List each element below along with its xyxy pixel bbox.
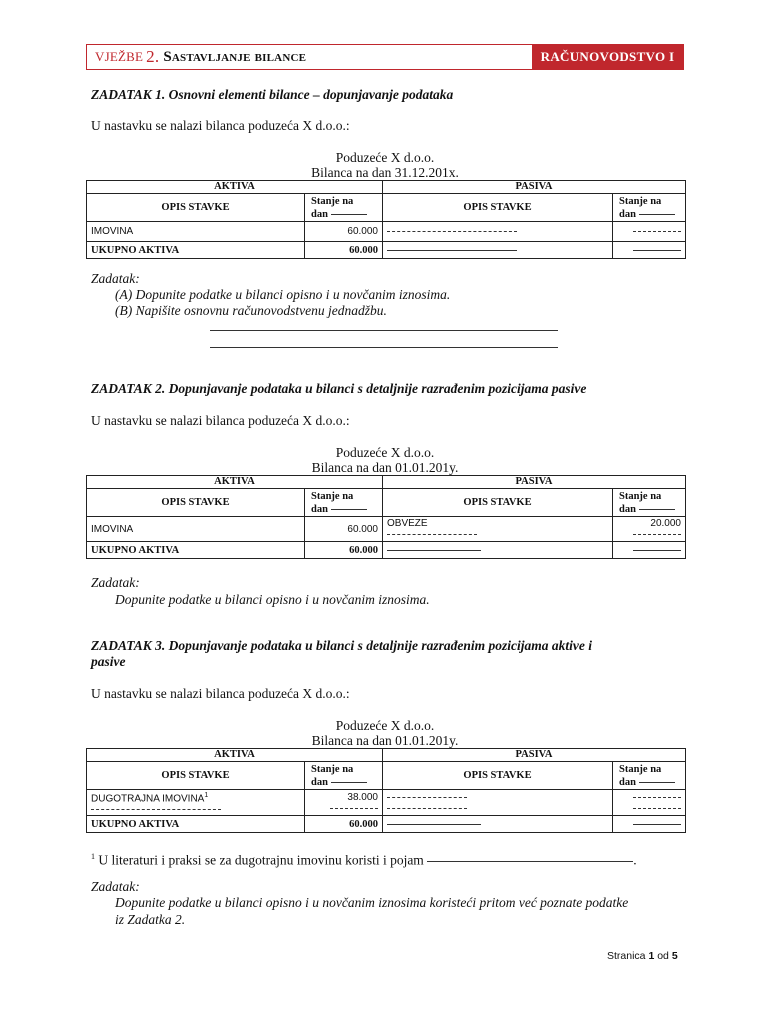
task1-heading: ZADATAK 1. Osnovni elementi bilance – dopunjavanje podataka	[91, 87, 454, 102]
pasiva-header: PASIVA	[383, 181, 686, 194]
task2-heading: ZADATAK 2. Dopunjavanje podataka u bilanci s detaljnije razrađenim pozicijama pasive	[91, 381, 587, 396]
task2-intro: U nastavku se nalazi bilanca poduzeća X d.o.o.:	[91, 413, 350, 428]
exercise-title	[87, 45, 532, 69]
footnote: $^1$ U literaturi i praksi se za dugotrajnu imovinu koristi i pojam .	[91, 852, 637, 868]
opis-header: OPIS STAVKE	[87, 489, 305, 517]
pasiva-total-blank	[383, 816, 613, 833]
pasiva-item-value-cell	[613, 517, 686, 542]
task2-balance-table	[86, 475, 686, 559]
aktiva-item-value: 60.000	[305, 517, 383, 542]
task1-zadatak-label: Zadatak:	[91, 271, 140, 286]
footnote-ref: 1	[204, 792, 209, 799]
pasiva-total-value-blank	[613, 816, 686, 833]
task2-date: Bilanca na dan 01.01.201y.	[311, 460, 459, 475]
task1-item-b: (B) Napišite osnovnu računovodstvenu jednadžbu.	[115, 303, 387, 318]
task1-date: Bilanca na dan 31.12.201x.	[311, 165, 459, 180]
exercise-prefix: VJEŽBE	[95, 49, 144, 64]
aktiva-item-value-cell	[305, 790, 383, 816]
course-label: RAČUNOVODSTVO I	[532, 45, 683, 69]
pasiva-total-blank	[383, 542, 613, 559]
footnote-text: U literaturi i praksi se za dugotrajnu imovinu koristi i pojam	[98, 852, 424, 868]
pasiva-blank-value	[613, 790, 686, 816]
total-label: UKUPNO AKTIVA	[87, 242, 305, 259]
aktiva-item-label: IMOVINA	[87, 517, 305, 542]
opis-header: OPIS STAVKE	[383, 762, 613, 790]
stanje-header: Stanje na dan	[305, 194, 383, 222]
document-header	[86, 44, 684, 70]
task3-zadatak-label: Zadatak:	[91, 879, 140, 894]
pasiva-item-label: OBVEZE	[387, 518, 428, 529]
aktiva-header: AKTIVA	[87, 476, 383, 489]
stanje-header: Stanje na dan	[613, 194, 686, 222]
task1-balance-table	[86, 180, 686, 259]
opis-header: OPIS STAVKE	[87, 194, 305, 222]
stanje-header: Stanje na dan	[305, 762, 383, 790]
pasiva-header: PASIVA	[383, 476, 686, 489]
total-value: 60.000	[305, 816, 383, 833]
stanje-header: Stanje na dan	[305, 489, 383, 517]
pasiva-blank-label	[383, 222, 613, 242]
task3-company: Poduzeće X d.o.o.	[335, 718, 435, 733]
task3-heading-line1: ZADATAK 3. Dopunjavanje podataka u bilanci s detaljnije razrađenim pozicijama aktive i	[91, 638, 593, 653]
opis-header: OPIS STAVKE	[383, 194, 613, 222]
task1-intro: U nastavku se nalazi bilanca poduzeća X d.o.o.:	[91, 118, 350, 133]
task2-zadatak-label: Zadatak:	[91, 575, 140, 590]
pasiva-item-value: 20.000	[650, 518, 681, 529]
aktiva-item-value: 38.000	[347, 791, 378, 803]
aktiva-item-label: DUGOTRAJNA IMOVINA	[91, 793, 205, 805]
task1-company: Poduzeće X d.o.o.	[335, 150, 435, 165]
footnote-mark: 1	[91, 852, 95, 861]
task3-item-line2: iz Zadatka 2.	[115, 912, 186, 927]
exercise-number: 2.	[146, 47, 160, 66]
task1-item-a: (A) Dopunite podatke u bilanci opisno i u novčanim iznosima.	[115, 287, 451, 302]
task3-balance-table	[86, 748, 686, 833]
aktiva-header: AKTIVA	[87, 749, 383, 762]
task3-item-line1: Dopunite podatke u bilanci opisno i u novčanim iznosima koristeći pritom već poznate podatke	[115, 895, 629, 910]
stanje-header: Stanje na dan	[613, 489, 686, 517]
aktiva-header: AKTIVA	[87, 181, 383, 194]
opis-header: OPIS STAVKE	[87, 762, 305, 790]
task3-heading-line2: pasive	[91, 654, 126, 669]
task3-intro: U nastavku se nalazi bilanca poduzeća X d.o.o.:	[91, 686, 350, 701]
pasiva-blank-label	[383, 790, 613, 816]
task2-item: Dopunite podatke u bilanci opisno i u novčanim iznosima.	[115, 592, 430, 607]
opis-header: OPIS STAVKE	[383, 489, 613, 517]
pasiva-header: PASIVA	[383, 749, 686, 762]
aktiva-item	[87, 790, 305, 816]
stanje-header: Stanje na dan	[613, 762, 686, 790]
total-value: 60.000	[305, 242, 383, 259]
aktiva-item-value: 60.000	[305, 222, 383, 242]
answer-line	[210, 330, 558, 331]
aktiva-item-label: IMOVINA	[87, 222, 305, 242]
pasiva-total-blank	[383, 242, 613, 259]
total-label: UKUPNO AKTIVA	[87, 542, 305, 559]
task3-date: Bilanca na dan 01.01.201y.	[311, 733, 459, 748]
task2-company: Poduzeće X d.o.o.	[335, 445, 435, 460]
answer-line	[210, 347, 558, 348]
page-number: Stranica 1 od 5	[607, 950, 678, 962]
exercise-name: Sastavljanje bilance	[163, 48, 307, 65]
pasiva-total-value-blank	[613, 242, 686, 259]
total-value: 60.000	[305, 542, 383, 559]
pasiva-item	[383, 517, 613, 542]
pasiva-blank-value	[613, 222, 686, 242]
total-label: UKUPNO AKTIVA	[87, 816, 305, 833]
pasiva-total-value-blank	[613, 542, 686, 559]
